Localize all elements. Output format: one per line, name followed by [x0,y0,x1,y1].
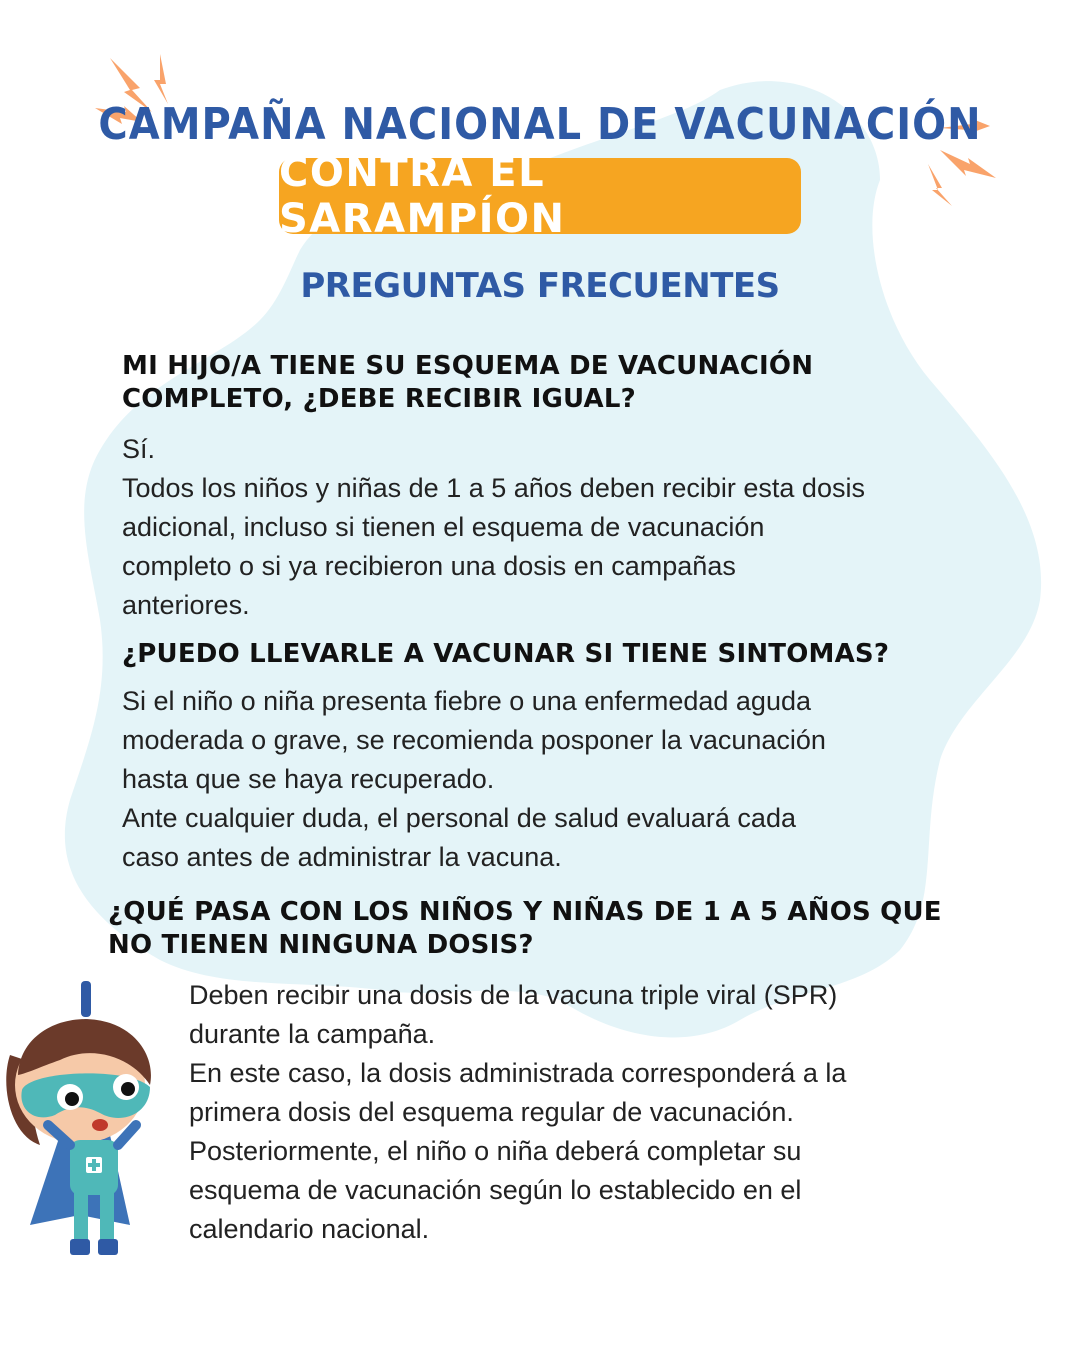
answer-line: anteriores. [122,590,250,620]
answer-line: durante la campaña. [189,1019,436,1049]
faq-question-1-line-2: COMPLETO, ¿DEBE RECIBIR IGUAL? [122,384,636,414]
answer-line: esquema de vacunación según lo establecido en el [189,1175,802,1205]
faq-question-2 [122,638,889,671]
answer-line: caso antes de administrar la vacuna. [122,842,562,872]
answer-line: Deben recibir una dosis de la vacuna triple viral (SPR) [189,980,838,1010]
measles-highlight-text: CONTRA EL SARAMPÍON [279,150,566,242]
answer-line: completo o si ya recibieron una dosis en campañas [122,551,736,581]
faq-heading: PREGUNTAS FRECUENTES [300,266,780,306]
answer-line: En este caso, la dosis administrada corresponderá a la [189,1058,847,1088]
faq-question-1-line-1: MI HIJO/A TIENE SU ESQUEMA DE VACUNACIÓN [122,351,814,381]
answer-line: Sí. [122,434,156,464]
answer-line: calendario nacional. [189,1214,430,1244]
superhero-child-illustration [0,975,160,1265]
faq-question-1 [122,350,813,416]
faq-question-3-line-1: ¿QUÉ PASA CON LOS NIÑOS Y NIÑAS DE 1 A 5 AÑOS QUE [108,897,942,927]
answer-line: moderada o grave, se recomienda posponer la vacunación [122,725,826,755]
answer-line: adicional, incluso si tienen el esquema de vacunación [122,512,765,542]
campaign-title: CAMPAÑA NACIONAL DE VACUNACIÓN [98,100,982,150]
measles-highlight-banner [279,150,801,242]
answer-line: Todos los niños y niñas de 1 a 5 años deben recibir esta dosis [122,473,865,503]
faq-question-2-line-1: ¿PUEDO LLEVARLE A VACUNAR SI TIENE SINTOMAS? [122,639,890,669]
answer-line: Posteriormente, el niño o niña deberá completar su [189,1136,802,1166]
faq-question-3-line-2: NO TIENEN NINGUNA DOSIS? [108,930,534,960]
answer-line: Si el niño o niña presenta fiebre o una enfermedad aguda [122,686,812,716]
faq-answer-1 [122,430,865,625]
answer-line: primera dosis del esquema regular de vacunación. [189,1097,794,1127]
faq-answer-3 [189,976,846,1249]
faq-question-3 [108,896,942,962]
faq-answer-2 [122,682,826,877]
answer-line: hasta que se haya recuperado. [122,764,495,794]
answer-line: Ante cualquier duda, el personal de salud evaluará cada [122,803,796,833]
